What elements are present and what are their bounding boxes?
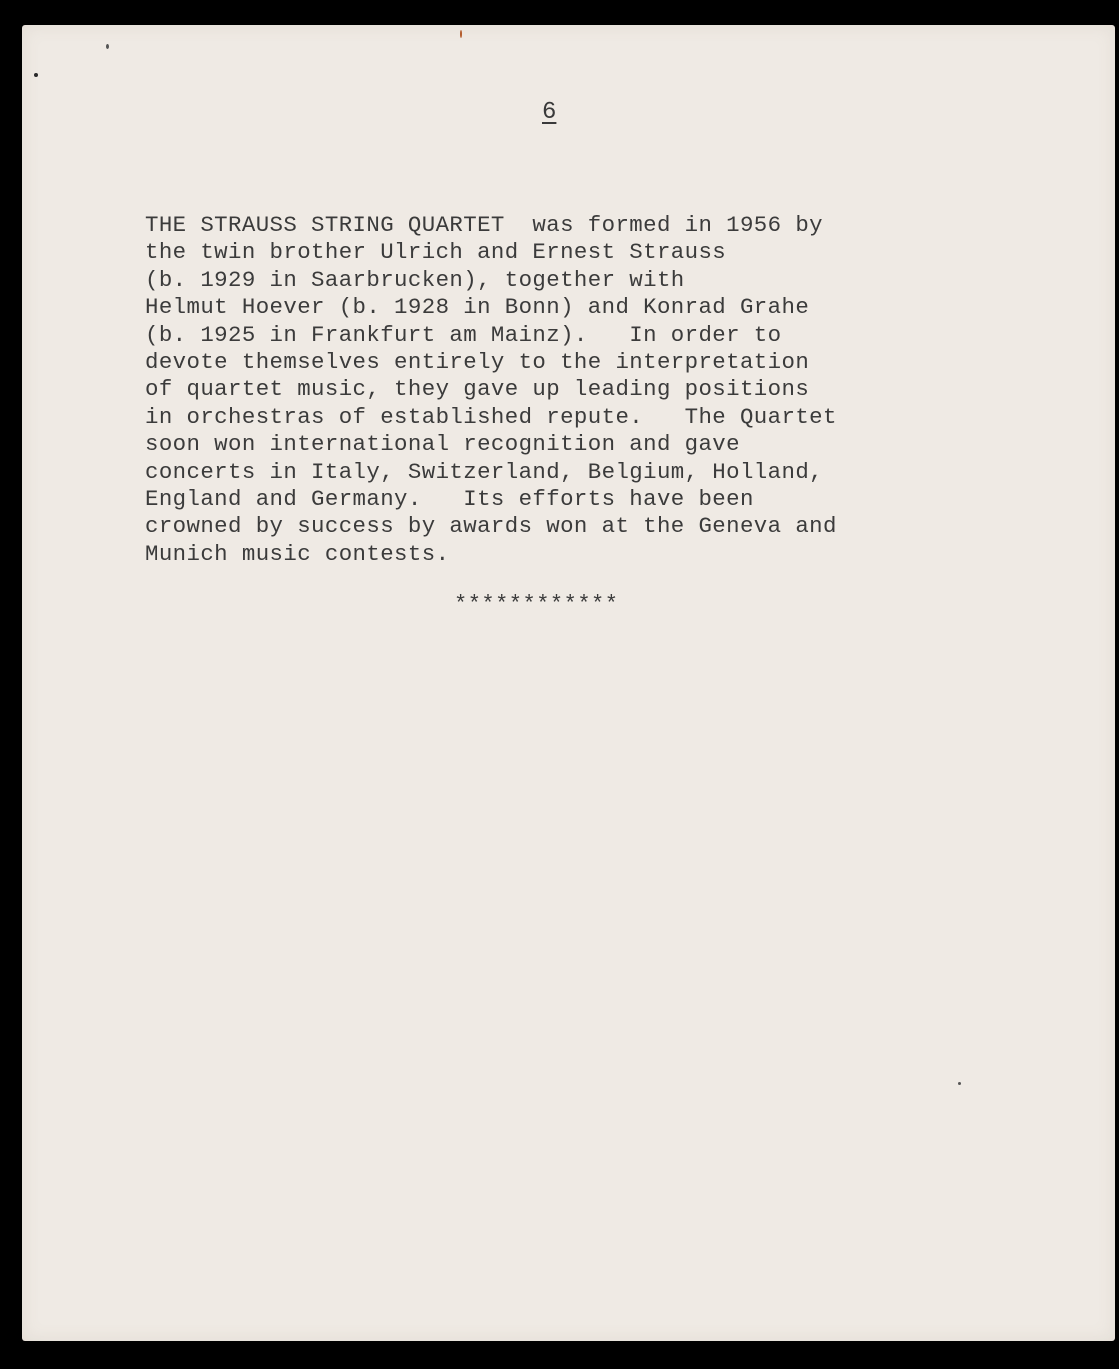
ink-speck (34, 73, 38, 77)
paragraph-line: devote themselves entirely to the interpretation (145, 348, 810, 375)
paragraph-line: England and Germany. Its efforts have been (145, 485, 754, 512)
paragraph-line: in orchestras of established repute. The Quartet (145, 403, 837, 430)
paragraph-line: (b. 1925 in Frankfurt am Mainz). In order to (145, 321, 782, 348)
ink-speck (460, 30, 462, 38)
paragraph-line: crowned by success by awards won at the Geneva and (145, 513, 837, 540)
paragraph-line: Helmut Hoever (b. 1928 in Bonn) and Konrad Grahe (145, 294, 810, 321)
ink-speck (958, 1082, 961, 1085)
paragraph-line: the twin brother Ulrich and Ernest Strauss (145, 239, 727, 266)
ink-speck (106, 44, 109, 49)
paragraph-line: of quartet music, they gave up leading positions (145, 376, 810, 403)
paragraph-line: (b. 1929 in Saarbrucken), together with (145, 266, 685, 293)
page-number: 6 (542, 99, 557, 126)
paragraph-line: THE STRAUSS STRING QUARTET was formed in 1956 by (145, 212, 823, 238)
paragraph-line: soon won international recognition and gave (145, 431, 740, 458)
document-page (22, 25, 1115, 1341)
paragraph-line: Munich music contests. (145, 540, 450, 567)
paragraph-line: concerts in Italy, Switzerland, Belgium, Holland, (145, 458, 823, 485)
asterisk-separator: ************ (454, 592, 619, 617)
body-paragraph (145, 212, 837, 568)
